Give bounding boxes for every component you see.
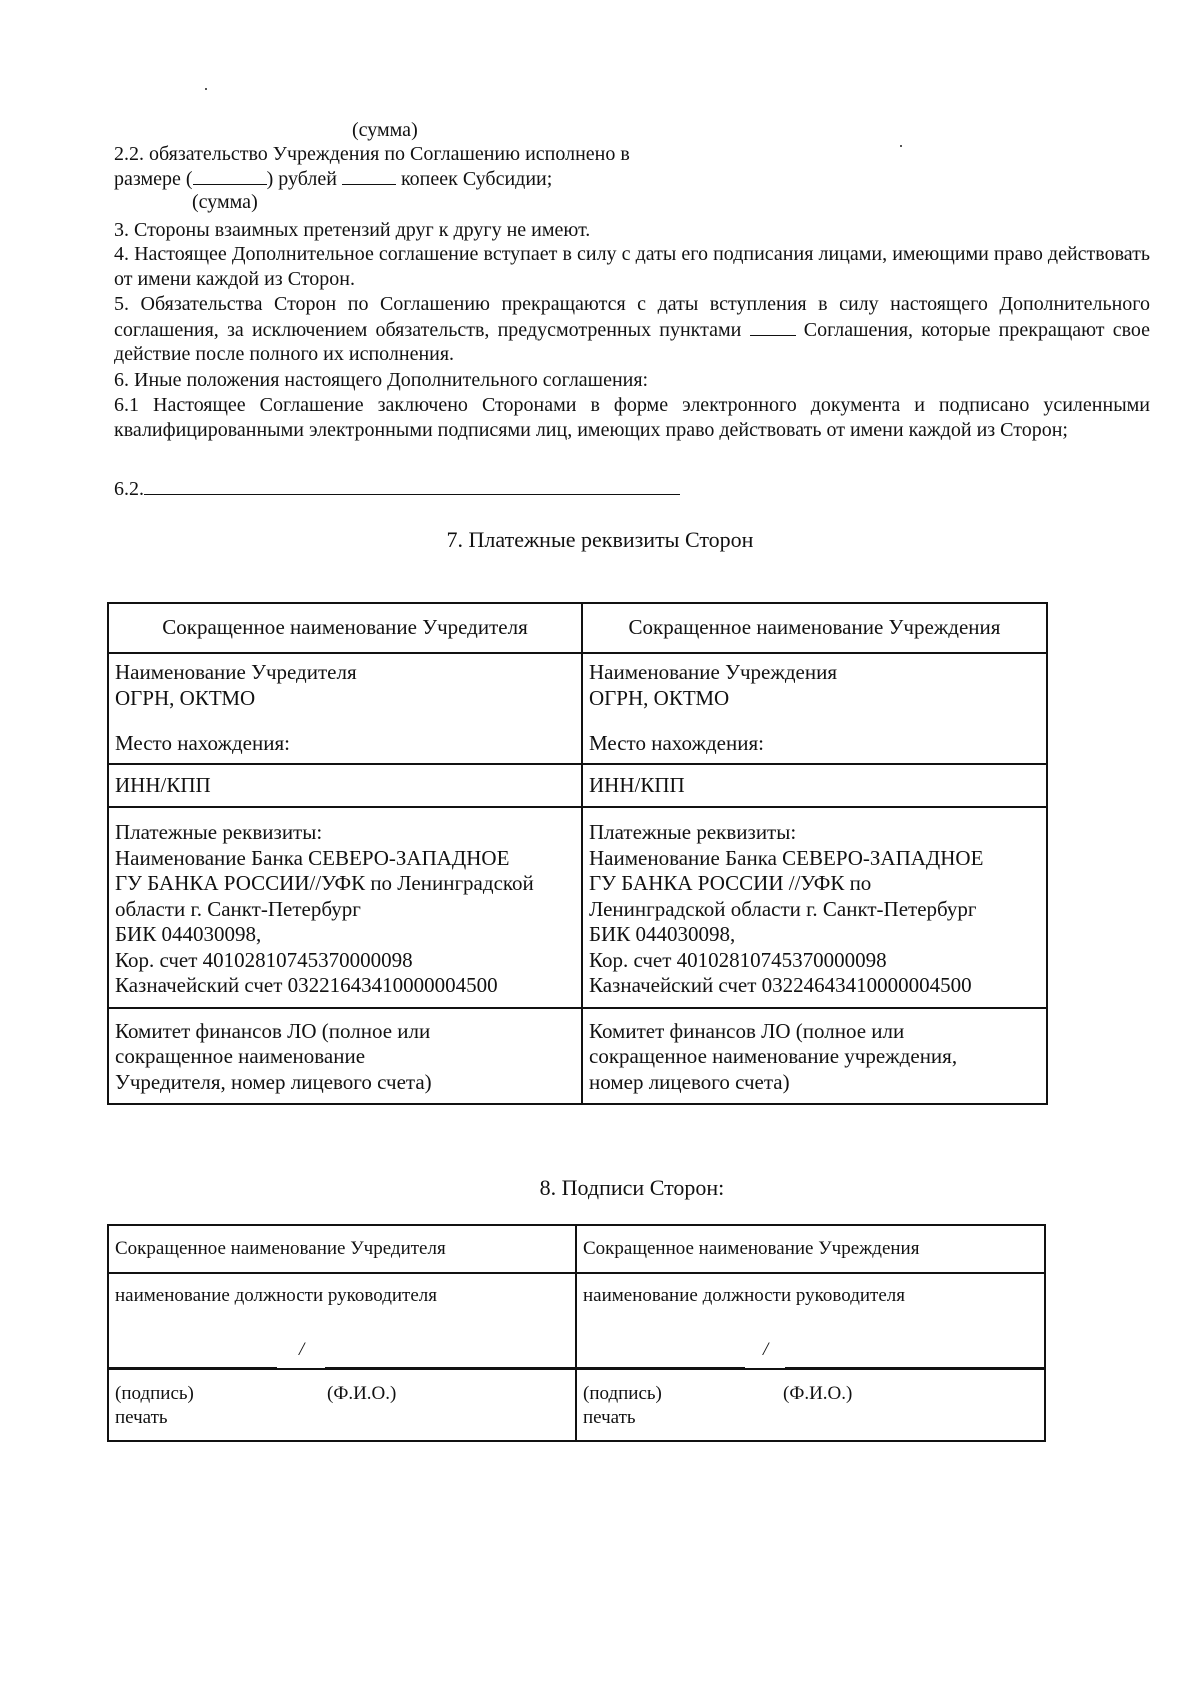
institution-position-cell bbox=[576, 1273, 1045, 1369]
founder-bank-line: Наименование Банка СЕВЕРО-ЗАПАДНОЕ bbox=[115, 845, 510, 870]
founder-slash: / bbox=[299, 1339, 305, 1360]
clause-6-2-blank bbox=[144, 476, 680, 495]
clause-3: 3. Стороны взаимных претензий друг к другу не имеют. bbox=[114, 219, 591, 241]
institution-inn-cell bbox=[582, 764, 1047, 808]
founder-fio-caption: (Ф.И.О.) bbox=[327, 1383, 397, 1404]
founder-bank-line: ГУ БАНКА РОССИИ//УФК по Ленинградской bbox=[115, 871, 534, 895]
clause-6-2 bbox=[114, 476, 680, 501]
institution-header-cell bbox=[582, 603, 1047, 653]
institution-sign-caption: (подпись) bbox=[583, 1383, 662, 1404]
institution-ogrn: ОГРН, ОКТМО bbox=[589, 685, 730, 710]
clause-2-2-kopeks: копеек Субсидии; bbox=[400, 168, 553, 190]
signatures-table bbox=[107, 1224, 1046, 1442]
clause-5-text: 5. Обязательства Сторон по Соглашению прекращаются с даты вступления в силу настоящего Дополнительного соглашения, за исключением обязательств, предусмотренных пунктами bbox=[114, 293, 1150, 341]
institution-bank-line: ГУ БАНКА РОССИИ //УФК по bbox=[589, 871, 872, 895]
institution-slash: / bbox=[763, 1339, 769, 1360]
scan-speck bbox=[205, 88, 207, 90]
founder-name-cell bbox=[108, 653, 582, 764]
institution-signature-line bbox=[577, 1367, 745, 1368]
founder-committee-line: Учредителя, номер лицевого счета) bbox=[115, 1069, 432, 1094]
founder-name: Наименование Учредителя bbox=[115, 660, 357, 684]
institution-fio-caption: (Ф.И.О.) bbox=[783, 1383, 853, 1404]
founder-sign-header-cell bbox=[108, 1225, 576, 1273]
section-7-heading: 7. Платежные реквизиты Сторон bbox=[446, 527, 754, 552]
founder-pay-label: Платежные реквизиты: bbox=[115, 820, 323, 844]
institution-name: Наименование Учреждения bbox=[589, 660, 837, 684]
founder-position-cell bbox=[108, 1273, 576, 1369]
institution-position: наименование должности руководителя bbox=[583, 1285, 905, 1306]
institution-bank-line: Ленинградской области г. Санкт-Петербург bbox=[589, 896, 977, 921]
clause-6-1: 6.1 Настоящее Соглашение заключено Сторонами в форме электронного документа и подписано усиленными квалифицированными электронными подписями лиц, имеющих право действовать от имени каждой из Сторон; bbox=[114, 394, 1150, 441]
founder-location: Место нахождения: bbox=[115, 731, 290, 755]
kopek-blank bbox=[342, 166, 396, 185]
clause-6-2-label: 6.2. bbox=[114, 478, 144, 500]
sum-caption-1: (сумма) bbox=[352, 119, 418, 141]
founder-bank-cell bbox=[108, 807, 582, 1008]
founder-sign-caption: (подпись) bbox=[115, 1383, 194, 1404]
founder-inn-cell bbox=[108, 764, 582, 808]
founder-ogrn: ОГРН, ОКТМО bbox=[115, 685, 256, 710]
founder-committee-cell bbox=[108, 1008, 582, 1105]
scan-speck bbox=[900, 145, 902, 147]
institution-location: Место нахождения: bbox=[589, 731, 764, 755]
founder-signature-line bbox=[109, 1367, 277, 1368]
points-blank bbox=[750, 317, 796, 336]
founder-fio-line bbox=[325, 1367, 581, 1368]
institution-header: Сокращенное наименование Учреждения bbox=[628, 615, 1001, 640]
institution-stamp-caption: печать bbox=[583, 1407, 636, 1428]
institution-kor-account: Кор. счет 40102810745370000098 bbox=[589, 947, 887, 972]
institution-name-cell bbox=[582, 653, 1047, 764]
institution-treasury-account: Казначейский счет 03224643410000004500 bbox=[589, 973, 972, 997]
clause-6: 6. Иные положения настоящего Дополнительного соглашения: bbox=[114, 369, 649, 391]
founder-bik: БИК 044030098, bbox=[115, 922, 262, 946]
institution-inn: ИНН/КПП bbox=[589, 772, 685, 797]
founder-committee-line: сокращенное наименование bbox=[115, 1044, 366, 1068]
institution-captions-cell bbox=[576, 1369, 1045, 1441]
institution-committee-line: номер лицевого счета) bbox=[589, 1069, 790, 1094]
clause-2-2-prefix: размере ( bbox=[114, 168, 193, 190]
institution-committee-line: Комитет финансов ЛО (полное или bbox=[589, 1018, 905, 1043]
founder-inn: ИНН/КПП bbox=[115, 772, 211, 797]
founder-position: наименование должности руководителя bbox=[115, 1285, 437, 1306]
institution-committee-line: сокращенное наименование учреждения, bbox=[589, 1044, 958, 1068]
founder-committee-line: Комитет финансов ЛО (полное или bbox=[115, 1018, 431, 1043]
founder-stamp-caption: печать bbox=[115, 1407, 168, 1428]
clause-5 bbox=[114, 292, 1150, 367]
founder-captions-cell bbox=[108, 1369, 576, 1441]
clause-2-2-line-1: 2.2. обязательство Учреждения по Соглашению исполнено в bbox=[114, 143, 630, 165]
payment-details-table bbox=[107, 602, 1048, 1105]
institution-sign-header-cell bbox=[576, 1225, 1045, 1273]
founder-header: Сокращенное наименование Учредителя bbox=[162, 615, 528, 640]
clause-2-2-rubles: ) рублей bbox=[266, 168, 337, 190]
institution-sign-header: Сокращенное наименование Учреждения bbox=[583, 1238, 920, 1259]
institution-committee-cell bbox=[582, 1008, 1047, 1105]
clause-2-2-line-2 bbox=[114, 166, 552, 191]
institution-bank-line: Наименование Банка СЕВЕРО-ЗАПАДНОЕ bbox=[589, 845, 984, 870]
section-8-heading: 8. Подписи Сторон: bbox=[539, 1175, 725, 1200]
institution-bank-cell bbox=[582, 807, 1047, 1008]
institution-fio-line bbox=[785, 1367, 1046, 1368]
institution-pay-label: Платежные реквизиты: bbox=[589, 820, 797, 844]
sum-caption-2: (сумма) bbox=[192, 191, 258, 213]
founder-kor-account: Кор. счет 40102810745370000098 bbox=[115, 947, 413, 972]
clause-5-end: Соглашения, которые прекращают свое действие после полного их исполнения. bbox=[114, 318, 1151, 365]
founder-header-cell bbox=[108, 603, 582, 653]
founder-bank-line: области г. Санкт-Петербург bbox=[115, 896, 361, 921]
founder-treasury-account: Казначейский счет 03221643410000004500 bbox=[115, 973, 498, 997]
sum-blank bbox=[193, 166, 267, 185]
clause-4: 4. Настоящее Дополнительное соглашение вступает в силу с даты его подписания лицами, имеющими право действовать от имени каждой из Сторон. bbox=[114, 243, 1150, 290]
founder-sign-header: Сокращенное наименование Учредителя bbox=[115, 1238, 446, 1259]
institution-bik: БИК 044030098, bbox=[589, 922, 736, 946]
